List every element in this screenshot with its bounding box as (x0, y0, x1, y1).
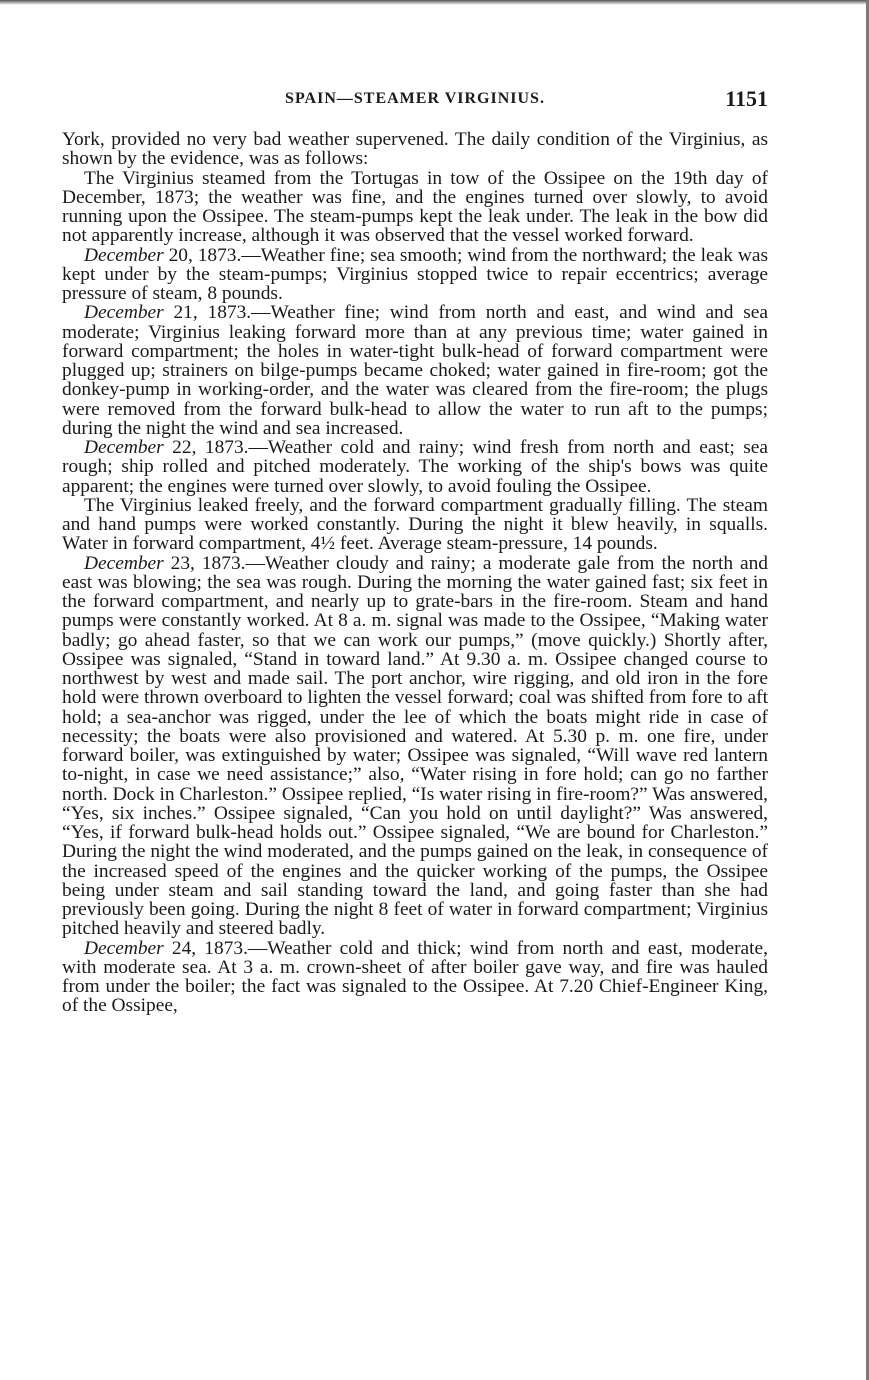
date-label: December (84, 302, 164, 324)
paragraph-text: 22, 1873.—Weather cold and rainy; wind fresh from north and east; sea rough; ship rolled and pitched moderately. The working of the ship's bows was quite apparent; the engines were turned over slowly, to avoid fouling the Ossipee. (62, 437, 768, 497)
paragraph-dec-23 (62, 554, 768, 939)
paragraph-dec-22 (62, 438, 768, 496)
paragraph-text: The Virginius leaked freely, and the forward compartment gradually filling. The steam and hand pumps were worked constantly. During the night it blew heavily, in squalls. Water in forward compartment, 4½ feet. Average steam-pressure, 14 pounds. (62, 494, 768, 555)
paragraph-text: 21, 1873.—Weather fine; wind from north and east, and wind and sea moderate; Virginius leaking forward more than at any previous time; water gained in forward compartment; the holes in water-tight bulk-head of forward compartment were plugged up; strainers on bilge-pumps became choked; water gained in fire-room; got the donkey-pump in working-order, and the water was cleared from the fire-room; the plugs were removed from the forward bulk-head to allow the water to run aft to the pumps; during the night the wind and sea increased. (62, 302, 768, 439)
paragraph-dec-20 (62, 246, 768, 304)
paragraph-text: 24, 1873.—Weather cold and thick; wind from north and east, moderate, with moderate sea. At 3 a. m. crown-sheet of after boiler gave way, and fire was hauled from under the boiler; the fact was signaled to the Ossipee. At 7.20 Chief-Engineer King, of the Ossipee, (62, 937, 768, 1017)
date-label: December (84, 552, 164, 574)
paragraph-leak (62, 496, 768, 554)
date-label: December (84, 937, 164, 959)
running-head: SPAIN—STEAMER VIRGINIUS. (285, 90, 545, 107)
page-header (62, 86, 768, 118)
paragraph-continuation (62, 130, 768, 169)
paragraph-text: The Virginius steamed from the Tortugas in tow of the Ossipee on the 19th day of December, 1873; the weather was fine, and the engines turned over slowly, to avoid running upon the Ossipee. The steam-pumps kept the leak under. The leak in the bow did not apparently increase, although it was observed that the vessel worked forward. (62, 167, 768, 247)
top-page-edge (0, 0, 869, 5)
date-label: December (84, 437, 164, 458)
paragraph-dec-21 (62, 303, 768, 438)
page-number: 1151 (725, 86, 768, 111)
paragraph-text: York, provided no very bad weather supervened. The daily condition of the Virginius, as shown by the evidence, was as follows: (62, 129, 768, 170)
paragraph-dec-24 (62, 939, 768, 1016)
paragraph-text: 23, 1873.—Weather cloudy and rainy; a moderate gale from the north and east was blowing; the sea was rough. During the morning the water gained fast; six feet in the forward compartment, and nearly up to grate-bars in the fire-room. Steam and hand pumps were constantly worked. At 8 a. m. signal was made to the Ossipee, “Making water badly; go ahead faster, so that we can work our pumps,” (move quickly.) Shortly after, Ossipee was signaled, “Stand in toward land.” At 9.30 a. m. Ossipee changed course to northwest by west and made sail. The port anchor, wire rigging, and old iron in the fore hold were thrown overboard to lighten the vessel forward; coal was shifted from fore to aft hold; a sea-anchor was rigged, under the lee of which the boats might ride in case of necessity; the boats were also provisioned and watered. At 5.30 p. m. one fire, under forward boiler, was extinguished by water; Ossipee was signaled, “Will wave red lantern to-night, in case we need assistance;” also, “Water rising in fore hold; can go no farther north. Dock in Charleston.” Ossipee replied, “Is water rising in fire-room?” Was answered, “Yes, six inches.” Ossipee signaled, “Can you hold on until daylight?” Was answered, “Yes, if forward bulk-head holds out.” Ossipee signaled, “We are bound for Charleston.” During the night the wind moderated, and the pumps gained on the leak, in consequence of the increased speed of the engines and the quicker working of the pumps, the Ossipee being under steam and sail standing toward the land, and going faster than she had previously been going. During the night 8 feet of water in forward compartment; Virginius pitched heavily and steered badly. (62, 552, 768, 940)
page-body (62, 130, 768, 1016)
paragraph-text: 20, 1873.—Weather fine; sea smooth; wind from the northward; the leak was kept under by the steam-pumps; Virginius stopped twice to repair eccentrics; average pressure of steam, 8 pounds. (62, 244, 768, 304)
date-label: December (84, 244, 164, 266)
paragraph-dec-19 (62, 169, 768, 246)
